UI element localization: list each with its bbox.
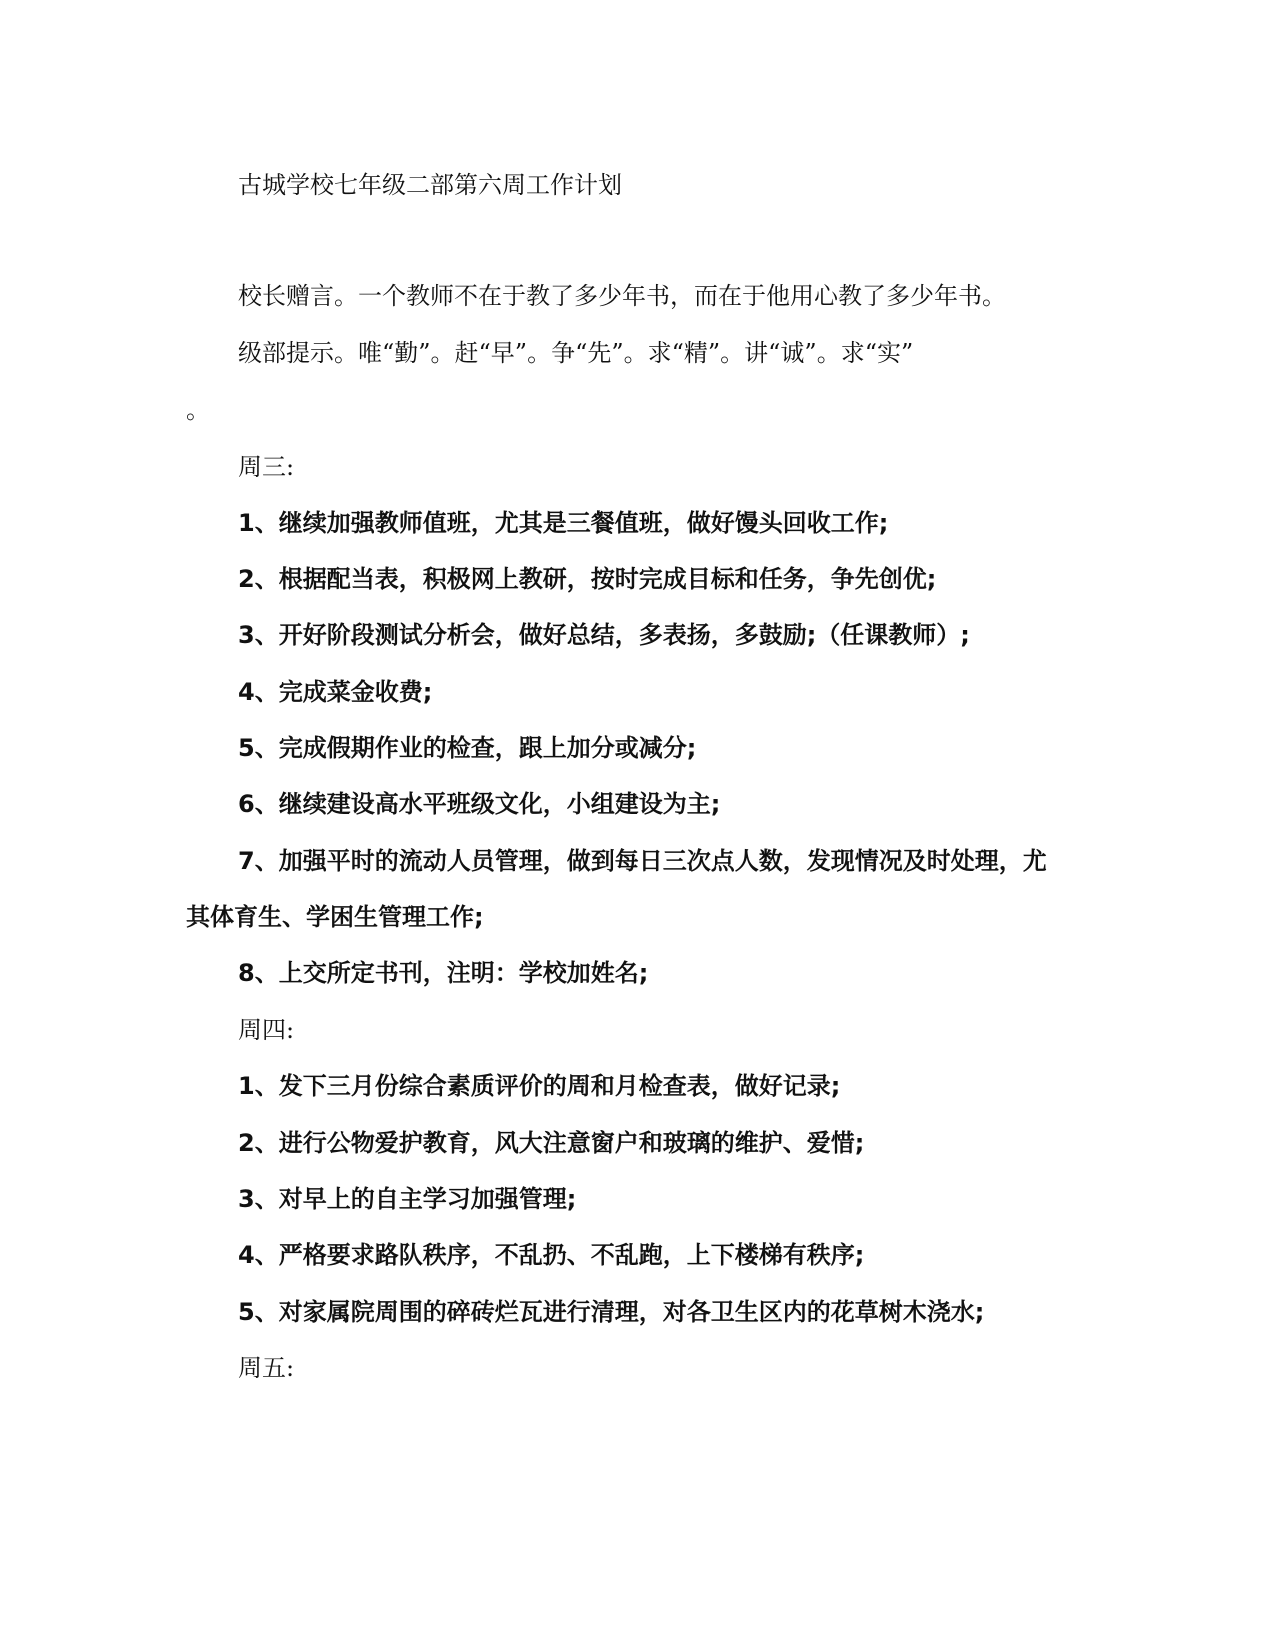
wednesday-item: 4、完成菜金收费; <box>238 678 433 706</box>
wednesday-item: 5、完成假期作业的检查，跟上加分或减分; <box>238 734 697 762</box>
wednesday-item: 7、加强平时的流动人员管理，做到每日三次点人数，发现情况及时处理，尤 <box>238 847 1047 875</box>
thursday-item: 3、对早上的自主学习加强管理; <box>238 1185 577 1213</box>
wednesday-item: 6、继续建设高水平班级文化，小组建设为主; <box>238 790 721 818</box>
document-title: 古城学校七年级二部第六周工作计划 <box>238 171 622 199</box>
wednesday-item: 1、继续加强教师值班，尤其是三餐值班，做好馒头回收工作; <box>238 509 889 537</box>
thursday-item: 5、对家属院周围的碎砖烂瓦进行清理，对各卫生区内的花草树木浇水; <box>238 1298 985 1326</box>
department-tip: 级部提示。唯“勤”。赶“早”。争“先”。求“精”。讲“诚”。求“实” <box>238 339 914 367</box>
thursday-item: 4、严格要求路队秩序，不乱扔、不乱跑，上下楼梯有秩序; <box>238 1241 865 1269</box>
wednesday-item: 8、上交所定书刊，注明：学校加姓名; <box>238 959 649 987</box>
wednesday-item: 3、开好阶段测试分析会，做好总结，多表扬，多鼓励;（任课教师）; <box>238 621 970 649</box>
wednesday-item: 2、根据配当表，积极网上教研，按时完成目标和任务，争先创优; <box>238 565 937 593</box>
thursday-item: 1、发下三月份综合素质评价的周和月检查表，做好记录; <box>238 1072 841 1100</box>
thursday-item: 2、进行公物爱护教育，风大注意窗户和玻璃的维护、爱惜; <box>238 1129 865 1157</box>
principal-motto: 校长赠言。一个教师不在于教了多少年书，而在于他用心教了多少年书。 <box>238 282 1006 310</box>
friday-heading: 周五: <box>238 1354 295 1382</box>
thursday-heading: 周四: <box>238 1016 295 1044</box>
wednesday-item-continued: 其体育生、学困生管理工作; <box>186 903 484 931</box>
department-tip-continued: 。 <box>186 396 210 424</box>
wednesday-heading: 周三: <box>238 453 295 481</box>
